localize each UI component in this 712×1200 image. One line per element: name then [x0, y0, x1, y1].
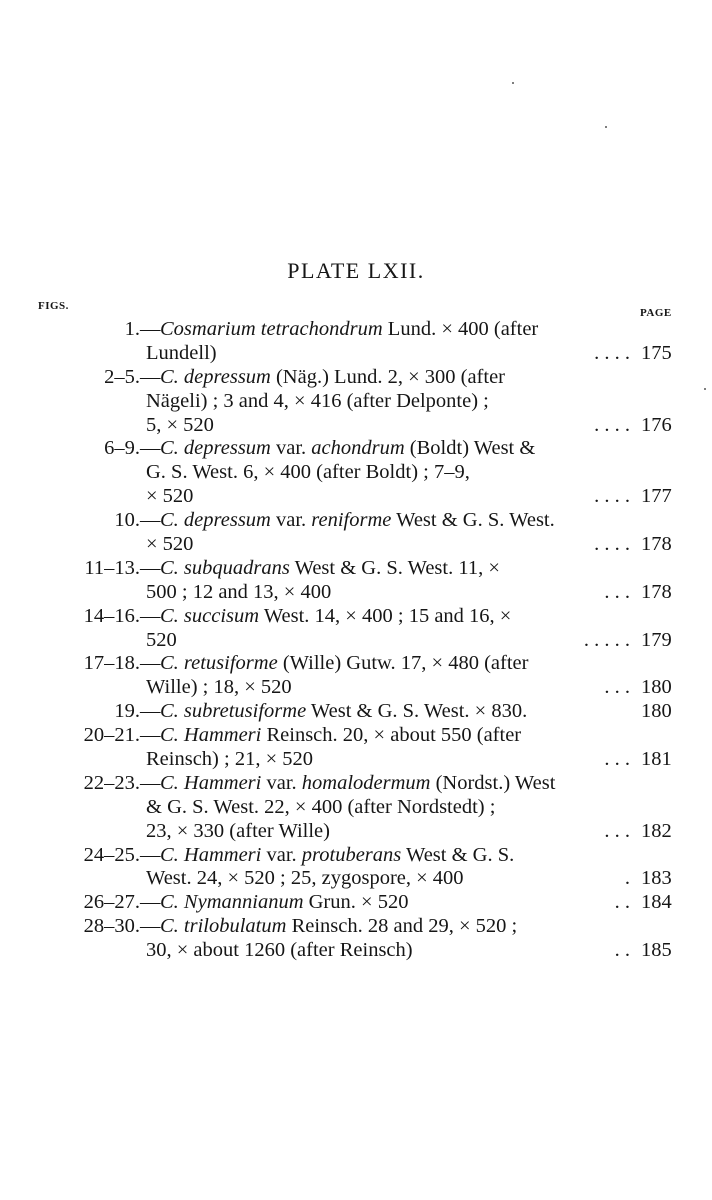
figure-numbers: 28–30.: [83, 915, 140, 938]
plate-entry: [0, 915, 712, 963]
em-dash: —: [140, 318, 161, 340]
page-number: 180: [641, 700, 672, 723]
entry-text-part: var.: [270, 437, 312, 460]
entry-text: [146, 461, 470, 485]
figure-numbers: 17–18.: [83, 652, 140, 675]
entry-text-part: (Boldt) West &: [404, 437, 536, 460]
entry-text-part: G. S. West. 6, × 400 (after Boldt) ; 7–9,: [146, 461, 470, 484]
leader-dots: . . .: [604, 580, 630, 603]
entry-line: [0, 867, 712, 891]
figure-numbers: 11–13.: [84, 556, 140, 579]
entry-line: [0, 533, 712, 557]
paper-speck: [512, 82, 514, 84]
entry-text: [146, 581, 331, 605]
entry-text-part: Grun. × 520: [303, 891, 409, 914]
entry-line: [0, 605, 712, 629]
entry-text-part: Lundell): [146, 341, 217, 364]
em-dash: —: [140, 365, 161, 388]
entry-text: [146, 748, 313, 772]
plate-entry: [0, 772, 712, 844]
entry-text: [146, 342, 217, 366]
entry-text-part: West & G. S.: [401, 843, 515, 866]
page-number: 176: [641, 413, 672, 436]
species-name: C. succisum: [160, 604, 260, 627]
entry-text: [160, 700, 527, 724]
entry-text-part: Lund. × 400 (after: [382, 318, 539, 340]
entry-text-part: 500 ; 12 and 13, × 400: [146, 580, 332, 603]
page-column-header: PAGE: [640, 307, 672, 319]
entry-text-part: 520: [146, 628, 177, 651]
plate-entry: [0, 605, 712, 653]
entry-line: [0, 629, 712, 653]
species-name: C. Nymannianum: [160, 891, 304, 914]
em-dash: —: [140, 604, 161, 627]
entry-text-part: West. 14, × 400 ; 15 and 16, ×: [259, 604, 512, 627]
plate-entry: [0, 437, 712, 509]
entry-text: [160, 724, 521, 748]
species-name: protuberans: [301, 843, 402, 866]
entry-text: [160, 915, 517, 939]
entry-line: [0, 676, 712, 700]
em-dash: —: [140, 437, 161, 460]
entry-text-part: Nägeli) ; 3 and 4, × 416 (after Delponte) ;: [146, 389, 489, 412]
entry-text: [160, 891, 408, 915]
plate-entry: [0, 652, 712, 700]
entry-text-part: var.: [261, 771, 302, 794]
em-dash: —: [140, 724, 161, 747]
entry-text: [146, 485, 193, 509]
entry-text-part: (Näg.) Lund. 2, × 300 (after: [270, 365, 505, 388]
species-name: C. Hammeri: [160, 771, 262, 794]
page-number: 177: [641, 485, 672, 508]
entry-text: [146, 867, 464, 891]
species-name: C. trilobulatum: [160, 915, 287, 938]
figure-numbers: 1.: [124, 318, 140, 340]
page-number: 180: [641, 676, 672, 699]
species-name: C. depressum: [160, 509, 271, 532]
em-dash: —: [140, 509, 161, 532]
entry-line: [0, 700, 712, 724]
page-number: 178: [641, 580, 672, 603]
em-dash: —: [140, 915, 161, 938]
entry-text: [160, 318, 538, 342]
entry-text: [160, 844, 514, 868]
entry-text: [146, 820, 330, 844]
page-number: 181: [641, 748, 672, 771]
entry-text: [146, 796, 495, 820]
entry-text-part: & G. S. West. 22, × 400 (after Nordstedt) ;: [146, 795, 496, 818]
species-name: C. depressum: [160, 365, 271, 388]
entry-line: [0, 724, 712, 748]
entry-line: [0, 390, 712, 414]
em-dash: —: [140, 891, 161, 914]
species-name: reniforme: [311, 509, 392, 532]
em-dash: —: [140, 652, 161, 675]
entry-text: [160, 509, 555, 533]
entry-line: [0, 437, 712, 461]
entry-text-part: var.: [270, 509, 312, 532]
leader-dots: . . . .: [594, 533, 630, 556]
entry-text-part: West & G. S. West. 11, ×: [289, 556, 500, 579]
figure-numbers: 22–23.: [83, 771, 140, 794]
species-name: C. subquadrans: [160, 556, 290, 579]
entry-text-part: West & G. S. West. × 830.: [306, 700, 528, 723]
plate-entry: [0, 509, 712, 557]
plate-entry: [0, 891, 712, 915]
entry-line: [0, 509, 712, 533]
page-number: 184: [641, 891, 672, 914]
entry-text-part: × 520: [146, 485, 194, 508]
plate-entry: [0, 724, 712, 772]
entry-text-part: 30, × about 1260 (after Reinsch): [146, 939, 413, 962]
page-number: 182: [641, 819, 672, 842]
figure-numbers: 2–5.: [104, 365, 140, 388]
paper-speck: [605, 126, 607, 128]
entry-line: [0, 844, 712, 868]
entry-text-part: Reinsch) ; 21, × 520: [146, 748, 314, 771]
entry-line: [0, 318, 712, 342]
figure-numbers: 10.: [114, 509, 140, 532]
paper-speck: [704, 388, 706, 390]
entry-text: [146, 939, 413, 963]
entry-text-part: var.: [261, 843, 302, 866]
entry-text-part: (Nordst.) West: [430, 771, 556, 794]
page-number: 185: [641, 939, 672, 962]
entry-text: [160, 557, 500, 581]
entry-line: [0, 366, 712, 390]
leader-dots: . . . .: [594, 341, 630, 364]
entry-text-part: 5, × 520: [146, 413, 214, 436]
leader-dots: . . . .: [594, 485, 630, 508]
entry-text-part: (Wille) Gutw. 17, × 480 (after: [277, 652, 529, 675]
figure-numbers: 20–21.: [83, 724, 140, 747]
entry-text: [146, 629, 177, 653]
entry-text: [160, 652, 528, 676]
species-name: achondrum: [311, 437, 405, 460]
page-number: 183: [641, 867, 672, 890]
entry-line: [0, 342, 712, 366]
figure-numbers: 6–9.: [104, 437, 140, 460]
entry-text-part: × 520: [146, 533, 194, 556]
em-dash: —: [140, 771, 161, 794]
entry-text: [160, 772, 555, 796]
species-name: C. retusiforme: [160, 652, 278, 675]
plate-entry: [0, 844, 712, 892]
plate-entries-list: [0, 318, 712, 963]
entry-text: [146, 414, 214, 438]
entry-text-part: 23, × 330 (after Wille): [146, 819, 330, 842]
entry-line: [0, 652, 712, 676]
leader-dots: . .: [614, 939, 630, 962]
entry-text: [160, 605, 511, 629]
entry-line: [0, 939, 712, 963]
leader-dots: . . .: [604, 676, 630, 699]
entry-text: [146, 676, 292, 700]
entry-text: [160, 437, 535, 461]
leader-dots: . . .: [604, 819, 630, 842]
entry-line: [0, 581, 712, 605]
entry-line: [0, 796, 712, 820]
entry-text-part: Reinsch. 20, × about 550 (after: [261, 724, 522, 747]
plate-title: PLATE LXII.: [287, 258, 425, 283]
figure-numbers: 24–25.: [83, 843, 140, 866]
entry-line: [0, 557, 712, 581]
entry-line: [0, 772, 712, 796]
leader-dots: . .: [614, 891, 630, 914]
figs-column-header: FIGS.: [38, 300, 69, 312]
species-name: C. subretusiforme: [160, 700, 307, 723]
figure-numbers: 19.: [114, 700, 140, 723]
entry-text: [146, 533, 193, 557]
species-name: C. depressum: [160, 437, 271, 460]
em-dash: —: [140, 556, 161, 579]
entry-line: [0, 748, 712, 772]
plate-entry: [0, 557, 712, 605]
leader-dots: . . . . .: [583, 628, 630, 651]
entry-line: [0, 915, 712, 939]
leader-dots: . . . .: [594, 413, 630, 436]
entry-line: [0, 891, 712, 915]
plate-entry: [0, 700, 712, 724]
entry-text: [160, 366, 505, 390]
entry-text-part: Wille) ; 18, × 520: [146, 676, 292, 699]
species-name: C. Hammeri: [160, 724, 262, 747]
page-number: 175: [641, 341, 672, 364]
entry-line: [0, 414, 712, 438]
entry-line: [0, 820, 712, 844]
entry-text-part: Reinsch. 28 and 29, × 520 ;: [286, 915, 518, 938]
species-name: C. Hammeri: [160, 843, 262, 866]
entry-text-part: West. 24, × 520 ; 25, zygospore, × 400: [146, 867, 464, 890]
species-name: homalodermum: [301, 771, 431, 794]
entry-line: [0, 461, 712, 485]
species-name: Cosmarium tetrachondrum: [160, 318, 383, 340]
leader-dots: .: [624, 867, 630, 890]
em-dash: —: [140, 843, 161, 866]
plate-entry: [0, 366, 712, 438]
figure-numbers: 26–27.: [83, 891, 140, 914]
plate-entry: [0, 318, 712, 366]
em-dash: —: [140, 700, 161, 723]
page-number: 179: [641, 628, 672, 651]
page-number: 178: [641, 533, 672, 556]
figure-numbers: 14–16.: [83, 604, 140, 627]
entry-text-part: West & G. S. West.: [391, 509, 555, 532]
entry-line: [0, 485, 712, 509]
leader-dots: . . .: [604, 748, 630, 771]
entry-text: [146, 390, 489, 414]
